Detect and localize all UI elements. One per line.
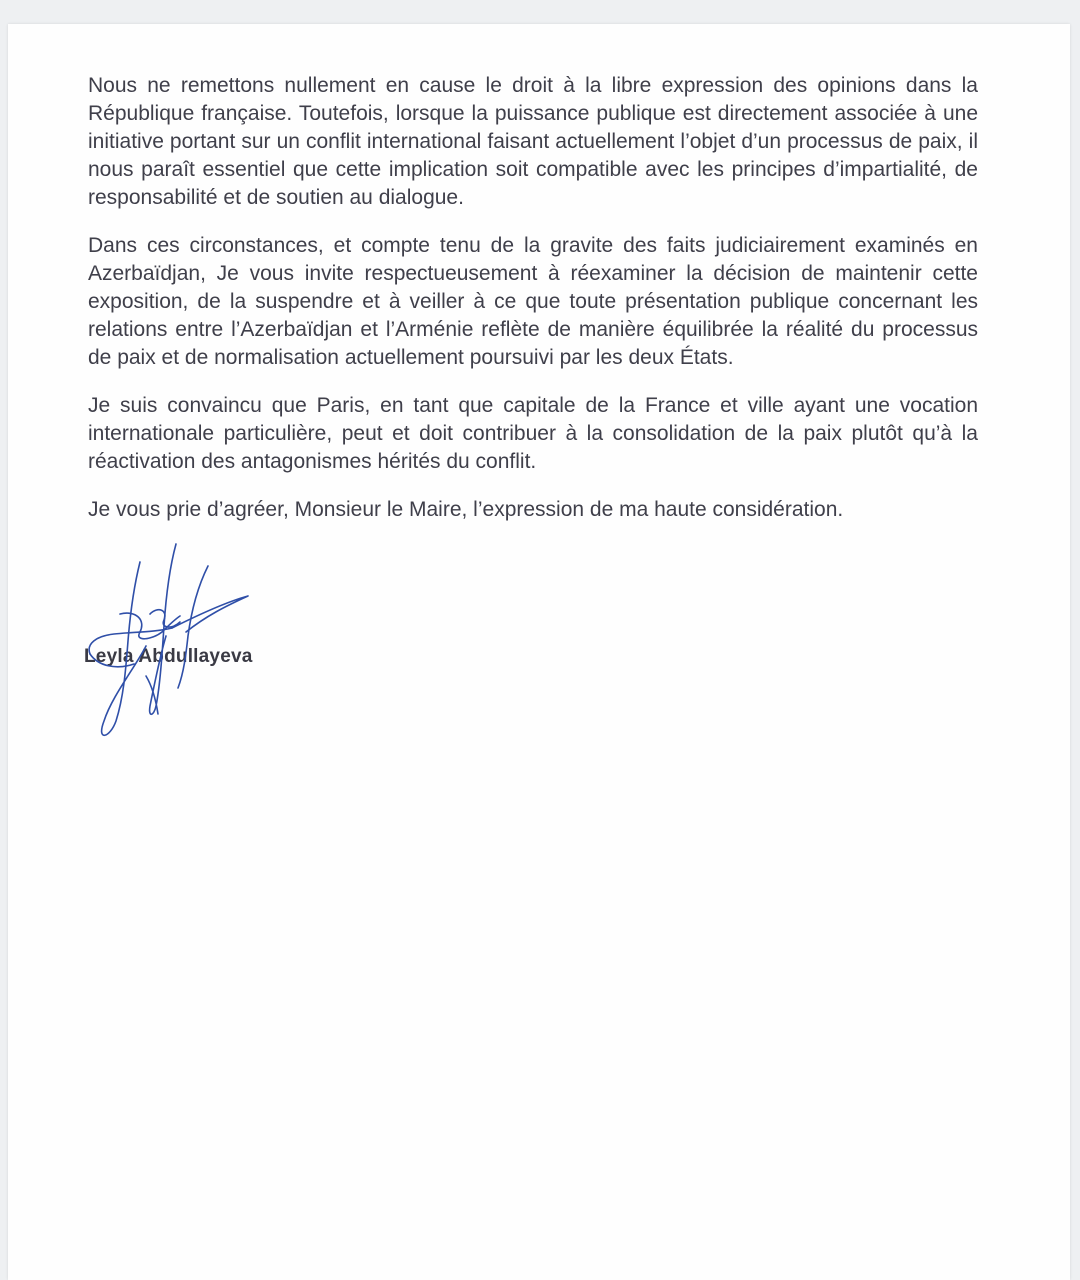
paragraph-2: Dans ces circonstances, et compte tenu de la gravite des faits judiciairement examinés en Azerbaïdjan, Je vous invite respectueusement à réexaminer la décision de maintenir cette exposition, de la suspendre et à veiller à ce que toute présentation publique concernant les relations entre l’Azerbaïdjan et l’Arménie reflète de manière équilibrée la réalité du processus de paix et de normalisation actuellement poursuivi par les deux États.	[88, 234, 978, 369]
letter-page	[8, 24, 1070, 1280]
paragraph-3: Je suis convaincu que Paris, en tant que capitale de la France et ville ayant une vocation internationale particulière, peut et doit contribuer à la consolidation de la paix plutôt qu’à la réactivation des antagonismes hérités du conflit.	[88, 394, 978, 473]
handwritten-signature	[76, 536, 266, 746]
paragraph-4-closing: Je vous prie d’agréer, Monsieur le Maire, l’expression de ma haute considération.	[88, 498, 844, 521]
paragraph-1: Nous ne remettons nullement en cause le droit à la libre expression des opinions dans la République française. Toutefois, lorsque la puissance publique est directement associée à une initiative portant sur un conflit international faisant actuellement l’objet d’un processus de paix, il nous paraît essentiel que cette implication soit compatible avec les principes d’impartialité, de responsabilité et de soutien au dialogue.	[88, 74, 978, 209]
letter-body	[88, 72, 978, 544]
signer-name: Leyla Abdullayeva	[84, 646, 253, 667]
